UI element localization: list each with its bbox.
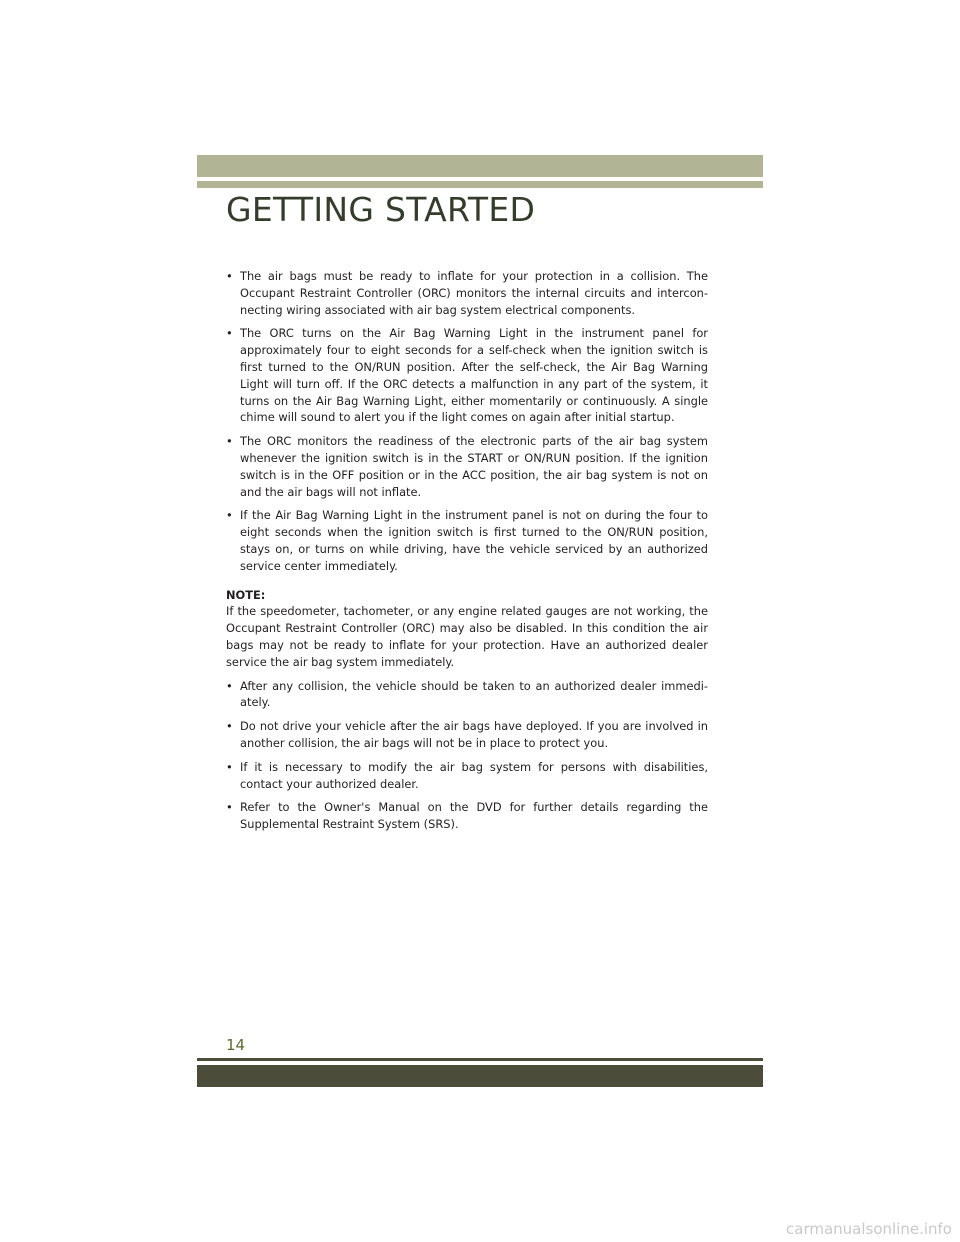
bullet-item: • Do not drive your vehicle after the air bags have deployed. If you are involved in another collision, the air bags will not be in place to protect you.	[226, 718, 708, 752]
watermark: carmanualsonline.info	[786, 1220, 952, 1238]
bullet-item: • The air bags must be ready to inflate for your protection in a collision. The Occupant Restraint Controller (ORC) monitors the internal circuits and intercon-necting wiring associated with air bag system electrical components.	[226, 268, 708, 318]
header-band	[197, 155, 763, 177]
header-rule	[197, 181, 763, 188]
note-body: If the speedometer, tachometer, or any engine related gauges are not working, the Occupant Restraint Controller (ORC) may also be disabled. In this condition the air bags may not be ready to inflate for your protection. Have an authorized dealer service the air bag system immediately.	[226, 604, 708, 669]
bullet-item: • If it is necessary to modify the air bag system for persons with disabilities, contact your authorized dealer.	[226, 759, 708, 793]
bullet-item: • The ORC monitors the readiness of the electronic parts of the air bag system whenever the ignition switch is in the START or ON/RUN position. If the ignition switch is in the OFF position or in the ACC position, the air bag system is not on and the air bags will not inflate.	[226, 433, 708, 500]
footer-rule	[197, 1058, 763, 1061]
page-content	[226, 268, 708, 840]
footer-band	[197, 1065, 763, 1087]
section-title: GETTING STARTED	[226, 190, 536, 229]
note-label: NOTE:	[226, 587, 266, 602]
bullet-item: • If the Air Bag Warning Light in the instrument panel is not on during the four to eight seconds when the ignition switch is first turned to the ON/RUN position, stays on, or turns on while driving, have the vehicle serviced by an authorized service center immediately.	[226, 507, 708, 574]
bullet-item: • The ORC turns on the Air Bag Warning Light in the instrument panel for approximately four to eight seconds for a self-check when the ignition switch is first turned to the ON/RUN position. After the self-check, the Air Bag Warning Light will turn off. If the ORC detects a malfunction in any part of the system, it turns on the Air Bag Warning Light, either momentarily or continuously. A single chime will sound to alert you if the light comes on again after initial startup.	[226, 325, 708, 426]
page-number: 14	[226, 1036, 246, 1054]
bullet-item: • After any collision, the vehicle should be taken to an authorized dealer immedi-ately.	[226, 678, 708, 712]
bullet-item: • Refer to the Owner's Manual on the DVD for further details regarding the Supplemental Restraint System (SRS).	[226, 799, 708, 833]
